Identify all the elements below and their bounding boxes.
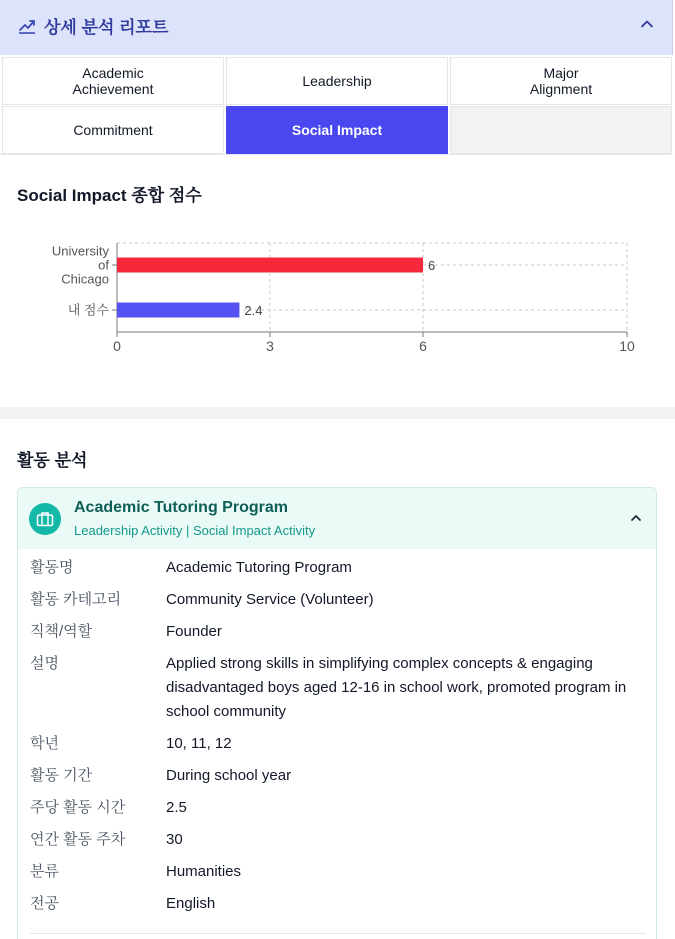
detail-row (30, 796, 646, 820)
chart-line-icon (17, 16, 37, 36)
detail-label: 활동 기간 (30, 767, 93, 784)
detail-value: Academic Tutoring Program (166, 559, 352, 576)
detail-value: Applied strong skills in simplifying complex concepts & engaging disadvantaged boys aged 12-16 in school work, promoted program in school community (166, 655, 627, 720)
detail-row (30, 556, 646, 580)
detail-value: Community Service (Volunteer) (166, 591, 374, 608)
chevron-up-icon[interactable] (629, 511, 643, 525)
x-tick-label: 10 (619, 338, 635, 354)
detail-row (30, 828, 646, 852)
tab-leadership[interactable]: Leadership (226, 57, 448, 105)
tab-academic-achievement[interactable]: Academic Achievement (2, 57, 224, 105)
data-label: 2.4 (244, 303, 263, 318)
y-tick-label: 내 점수 (67, 302, 109, 318)
tab-social-impact[interactable]: Social Impact (226, 106, 448, 154)
detail-row (30, 588, 646, 612)
bar (117, 303, 239, 318)
detail-row (30, 892, 646, 916)
detail-row (30, 620, 646, 644)
activity-details (30, 556, 646, 924)
x-tick-label: 0 (113, 338, 121, 354)
x-tick-label: 3 (266, 338, 274, 354)
detail-label: 분류 (30, 863, 59, 880)
chevron-up-icon[interactable] (639, 16, 655, 32)
detail-label: 활동 카테고리 (30, 591, 122, 608)
detail-value: 10, 11, 12 (166, 735, 232, 752)
tab-commitment[interactable]: Commitment (2, 106, 224, 154)
detail-value: Humanities (166, 863, 242, 880)
bar (117, 258, 423, 273)
section-divider (0, 407, 675, 419)
detail-value: 30 (166, 831, 183, 848)
detail-row (30, 860, 646, 884)
detail-label: 활동명 (30, 559, 74, 576)
detail-label: 연간 활동 주차 (30, 831, 126, 848)
detail-label: 설명 (30, 655, 59, 672)
report-title: 상세 분석 리포트 (44, 18, 169, 37)
detail-value: 2.5 (166, 799, 187, 816)
activity-card (17, 487, 657, 939)
activity-subtitle: Leadership Activity | Social Impact Activity (74, 523, 316, 538)
data-label: 6 (428, 258, 436, 273)
detail-row (30, 764, 646, 788)
report-header[interactable] (0, 0, 673, 55)
detail-value: English (166, 895, 216, 912)
detail-label: 주당 활동 시간 (30, 799, 126, 816)
detail-value: During school year (166, 767, 292, 784)
activity-section-title: 활동 분석 (17, 451, 88, 470)
tab-major-alignment[interactable]: Major Alignment (450, 57, 672, 105)
detail-row (30, 732, 646, 756)
detail-value: Founder (166, 623, 222, 640)
tab-empty-slot (450, 106, 672, 154)
card-divider (30, 933, 646, 934)
activity-card-header[interactable] (18, 488, 656, 549)
y-tick-label: University of Chicago (51, 243, 109, 287)
detail-label: 학년 (30, 735, 59, 752)
social-impact-bar-chart (0, 225, 675, 365)
briefcase-icon (29, 503, 61, 535)
x-tick-label: 6 (419, 338, 427, 354)
detail-row (30, 652, 646, 724)
category-tabs (0, 55, 673, 155)
activity-title: Academic Tutoring Program (74, 499, 288, 516)
score-section-title: Social Impact 종합 점수 (17, 186, 202, 205)
detail-label: 전공 (30, 895, 59, 912)
detail-label: 직책/역할 (30, 623, 93, 640)
